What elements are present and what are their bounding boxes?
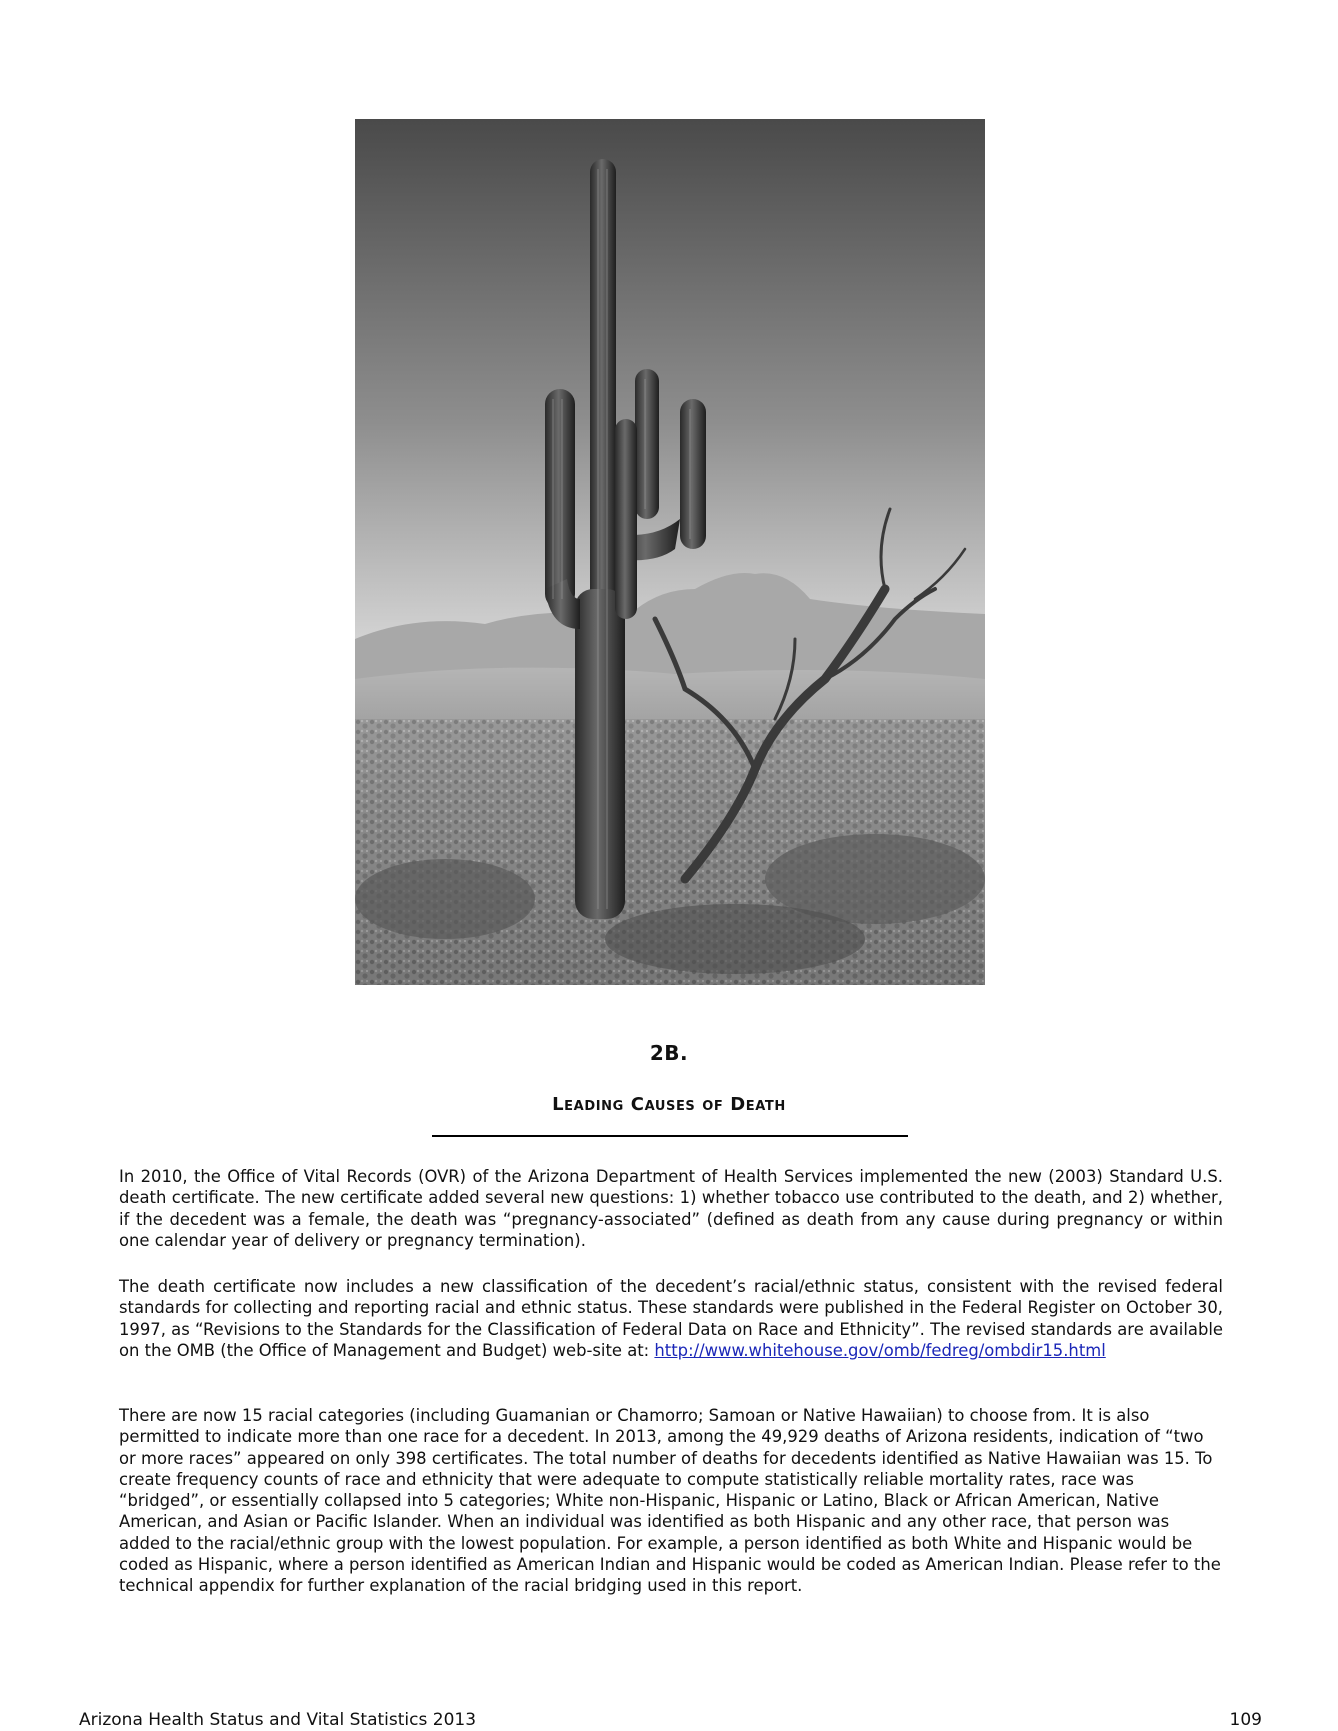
paragraph-race-classification xyxy=(119,1276,1223,1361)
omb-website-link[interactable]: http://www.whitehouse.gov/omb/fedreg/ombdir15.html xyxy=(654,1340,1106,1360)
paragraph-racial-categories xyxy=(119,1405,1223,1597)
footer-report-title: Arizona Health Status and Vital Statistics 2013 xyxy=(79,1710,477,1730)
section-number: 2B. xyxy=(649,1041,689,1065)
page-number: 109 xyxy=(1229,1710,1262,1730)
paragraph-text xyxy=(119,1276,1223,1361)
title-underline xyxy=(432,1135,908,1137)
paragraph-ovr-intro xyxy=(119,1166,1223,1251)
paragraph-text-span: The death certificate now includes a new classification of the decedent’s racial/ethnic status, consistent with the revised federal standards for collecting and reporting racial and ethnic status. These standards were published in the Federal Register on October 30, 1997, as “Revisions to the Standards for the Classification of Federal Data on Race and Ethnicity”. The revised standards are available on the OMB (the Office of Management and Budget) web-site at: xyxy=(119,1277,1223,1360)
paragraph-text: There are now 15 racial categories (including Guamanian or Chamorro; Samoan or Native Hawaiian) to choose from. It is also permitted to indicate more than one race for a decedent. In 2013, among the 49,929 deaths of Arizona residents, indication of “two or more races” appeared on only 398 certificates. The total number of deaths for decedents identified as Native Hawaiian was 15. To create frequency counts of race and ethnicity that were adequate to compute statistically reliable mortality rates, race was “bridged”, or essentially collapsed into 5 categories; White non-Hispanic, Hispanic or Latino, Black or African American, Native American, and Asian or Pacific Islander. When an individual was identified as both Hispanic and any other race, that person was added to the racial/ethnic group with the lowest population. For example, a person identified as both White and Hispanic would be coded as Hispanic, where a person identified as American Indian and Hispanic would be coded as American Indian. Please refer to the technical appendix for further explanation of the racial bridging used in this report. xyxy=(119,1406,1221,1596)
section-title: Leading Causes of Death xyxy=(552,1094,786,1115)
paragraph-text: In 2010, the Office of Vital Records (OVR) of the Arizona Department of Health Services implemented the new (2003) Standard U.S. death certificate. The new certificate added several new questions: 1) whether tobacco use contributed to the death, and 2) whether, if the decedent was a female, the death was “pregnancy-associated” (defined as death from any cause during pregnancy or within one calendar year of delivery or pregnancy termination). xyxy=(119,1167,1223,1250)
saguaro-cactus-photo xyxy=(355,119,985,985)
